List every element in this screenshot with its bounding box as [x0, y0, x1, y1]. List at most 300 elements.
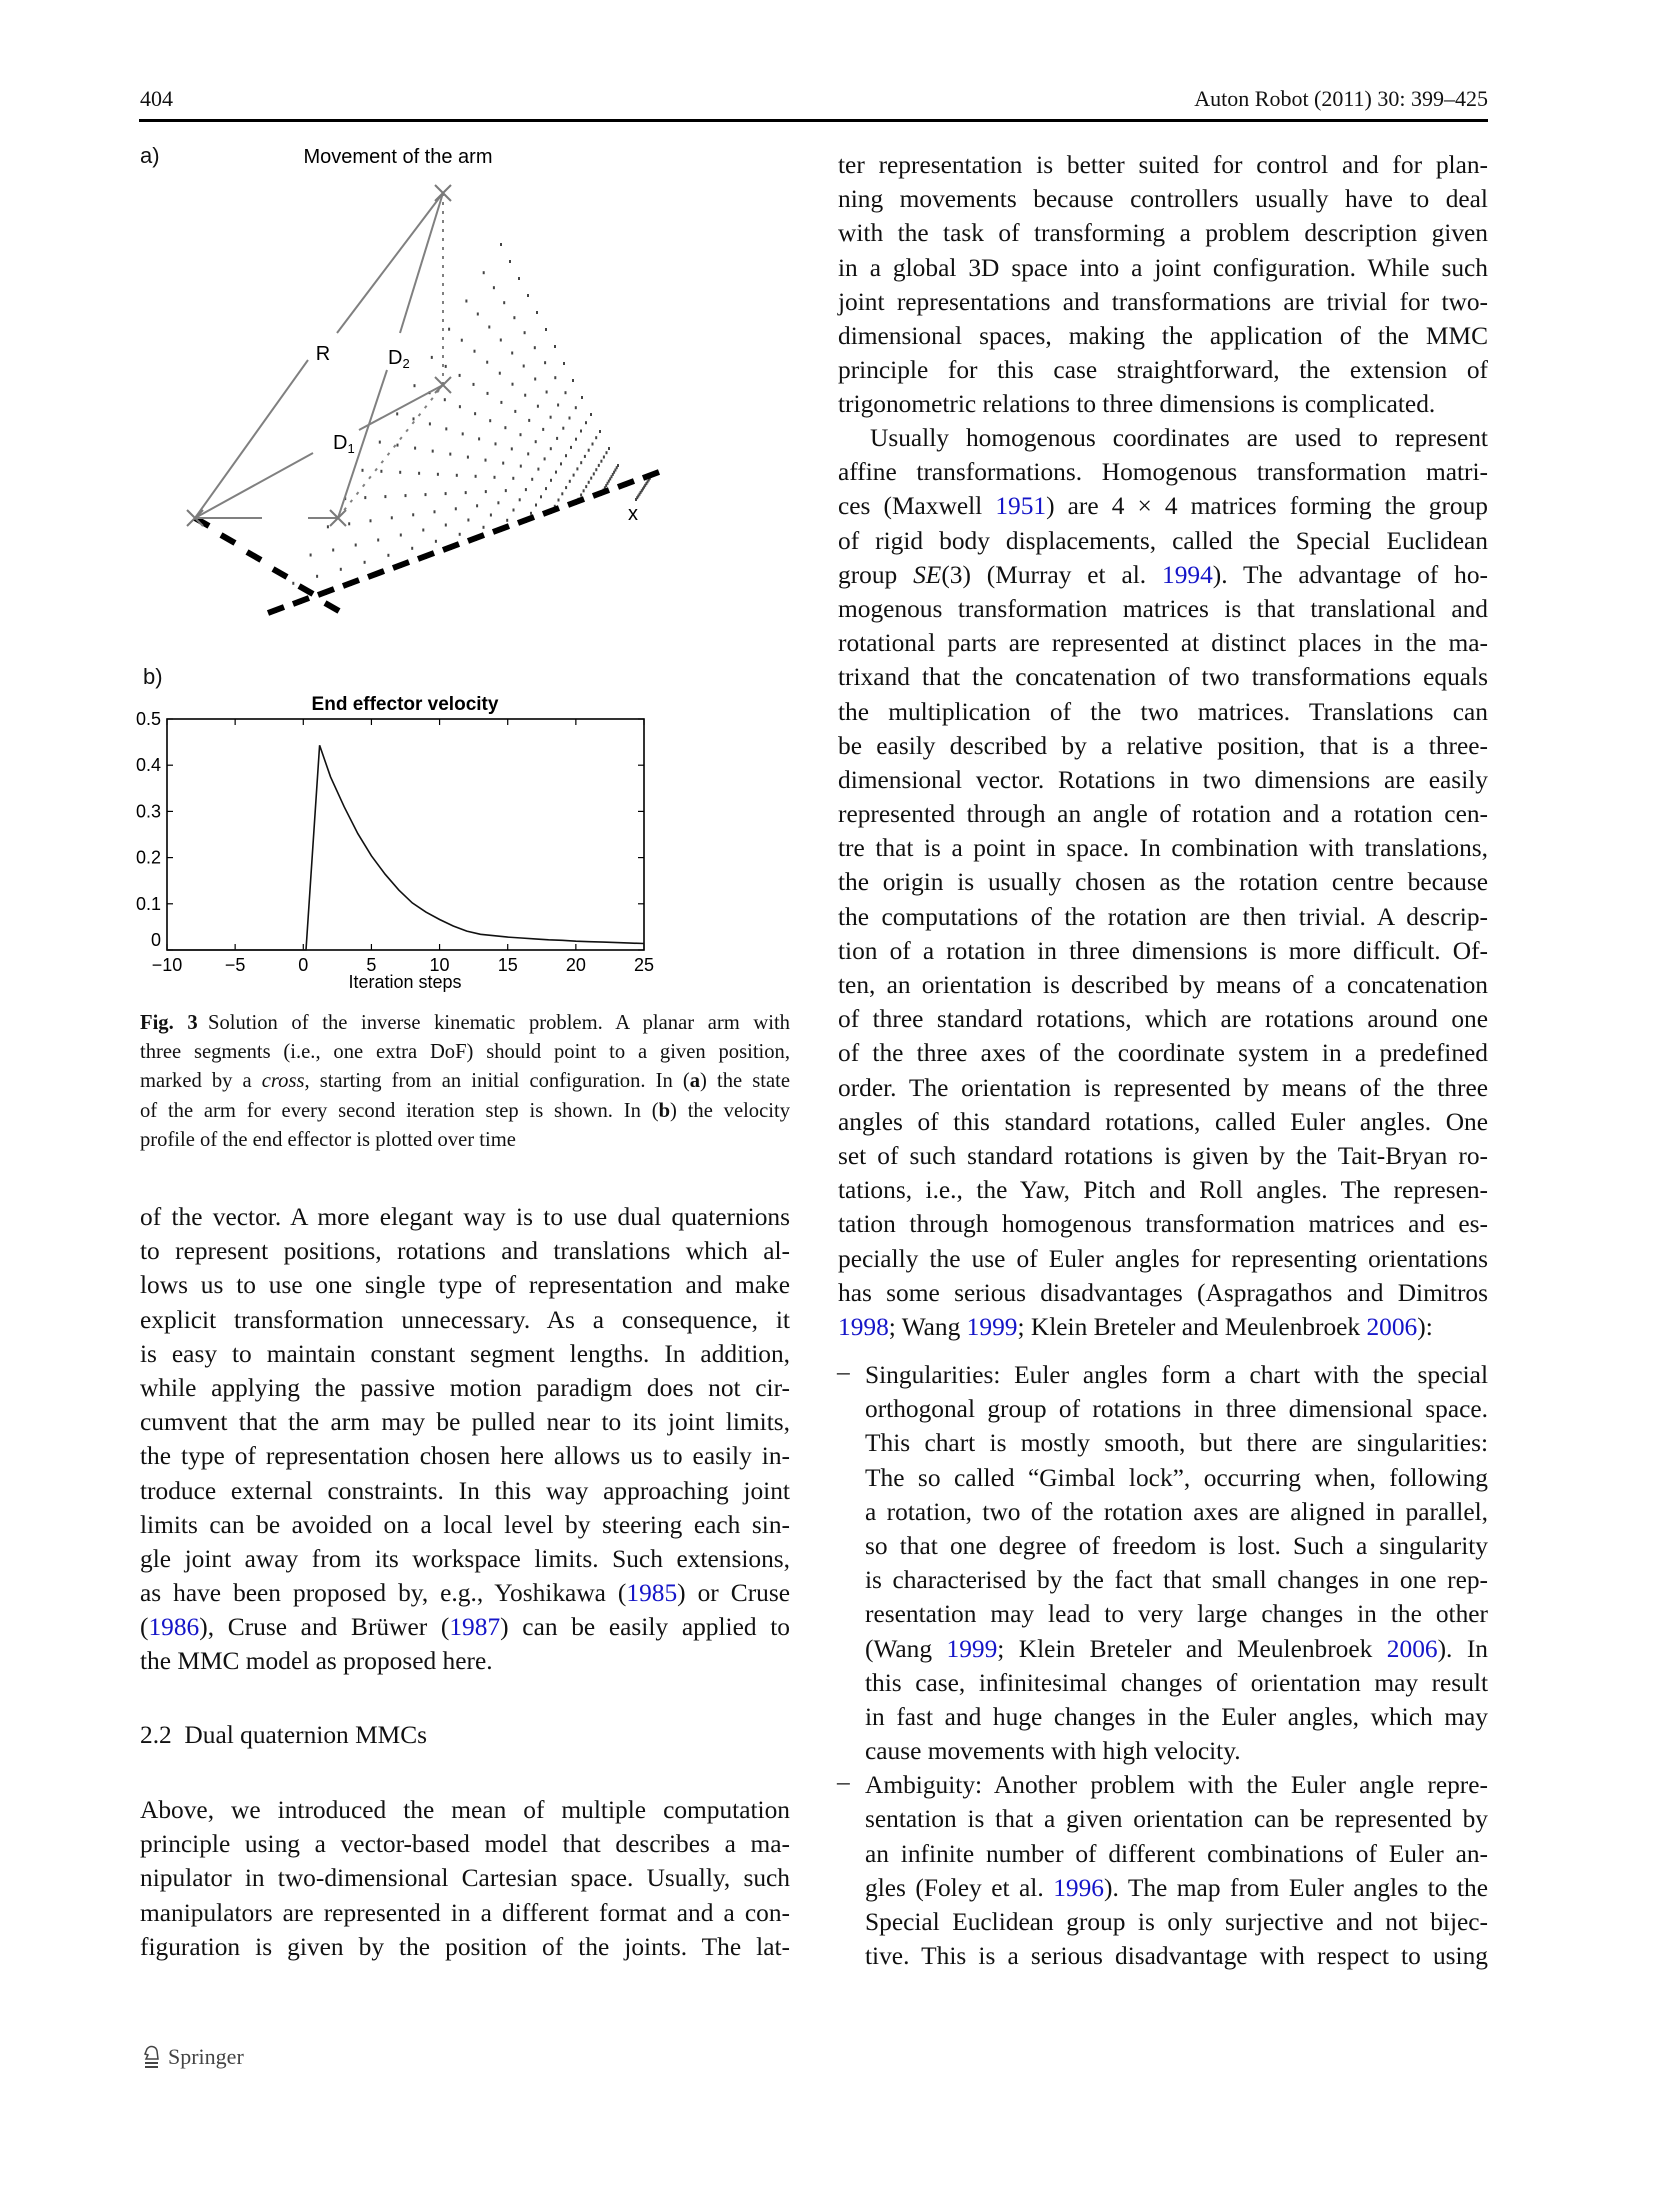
text-line [838, 148, 1488, 182]
citation-link[interactable]: 1996 [1053, 1873, 1104, 1902]
text-line [140, 1009, 790, 1038]
trajectory-dot [575, 406, 577, 409]
text-run: as have been proposed by, e.g., Yoshikawa ( [140, 1579, 627, 1608]
text-run: ; Wang [888, 1312, 967, 1341]
text-line [838, 1207, 1488, 1241]
text-run: the multiplication of the two matrices. Translations can [838, 697, 1488, 726]
text-run: Special Euclidean group is only surjective and not bijec- [865, 1908, 1488, 1936]
trajectory-dot [514, 410, 516, 413]
trajectory-dot [400, 534, 402, 537]
arm-base-segment [443, 544, 459, 550]
text-run: ; Klein Breteler and Meulenbroek [1017, 1312, 1367, 1341]
text-run: ter representation is better suited for control and for plan- [838, 151, 1488, 179]
arm-base-segment [593, 490, 609, 496]
text-line [140, 1038, 790, 1067]
italic-text: cross [261, 1070, 305, 1093]
text-line [865, 1802, 1488, 1836]
trajectory-dot [459, 405, 461, 408]
text-run: explicit transformation unnecessary. As a consequence, it [140, 1305, 790, 1334]
text-line [838, 489, 1488, 523]
trajectory-dot [340, 568, 342, 571]
trajectory-dot [490, 514, 492, 517]
trajectory-dot [483, 271, 485, 274]
axis-tick-labels [136, 709, 654, 975]
trajectory-dot [362, 469, 364, 472]
trajectory-dot [364, 496, 366, 499]
text-line [865, 1563, 1488, 1597]
text-line [838, 1036, 1488, 1070]
trajectory-dot [397, 444, 399, 447]
trajectory-dot [449, 453, 451, 456]
trajectory-dot [512, 383, 514, 386]
text-line [140, 1610, 790, 1644]
trajectory-dot [544, 361, 546, 364]
text-run: gle joint away from its workspace limits. Such extensions, [140, 1544, 790, 1573]
vector-R-upper [337, 193, 443, 333]
y-tick-label: 0.1 [135, 893, 161, 914]
text-run: resentation may lead to very large changes in the other [865, 1600, 1488, 1629]
text-line [140, 1303, 790, 1337]
text-line [140, 1067, 790, 1096]
text-run: a rotation, two of the rotation axes are aligned in parallel, [865, 1497, 1488, 1526]
citation-link[interactable]: 1951 [995, 492, 1047, 521]
text-run: joint representations and transformations are trivial for two- [838, 287, 1488, 316]
trajectory-dot [475, 475, 477, 478]
text-run: affine transformations. Homogenous transformation matri- [838, 458, 1488, 487]
text-run: set of such standard rotations is given by the Tait-Bryan ro- [838, 1141, 1488, 1170]
x-tick-label: 10 [429, 955, 450, 975]
trajectory-dot [465, 491, 467, 494]
y-tick-label: 0.4 [135, 755, 161, 776]
text-line [865, 1597, 1488, 1631]
text-run: tations, i.e., the Yaw, Pitch and Roll angles. The represen- [838, 1176, 1488, 1205]
trajectory-dot [506, 519, 508, 522]
trajectory-dot [535, 440, 537, 443]
text-line [140, 1542, 790, 1576]
text-run: group [838, 560, 914, 589]
x-tick-label: 15 [497, 955, 518, 975]
trajectory-dot [444, 398, 446, 401]
header-rule [139, 119, 1488, 122]
text-run: ten, an orientation is described by means of a concatenation [838, 971, 1488, 999]
trajectory-dot [473, 383, 475, 386]
trajectory-dot [518, 277, 520, 280]
trajectory-dot [399, 471, 401, 474]
trajectory-dot [513, 509, 515, 512]
trajectory-dot [459, 533, 461, 536]
label-R: R [315, 343, 331, 365]
trajectory-dot [364, 561, 366, 564]
trajectory-dot [528, 419, 530, 422]
trajectory-dot [558, 499, 560, 502]
text-run: cause movements with high velocity. [865, 1737, 1241, 1766]
text-line [838, 421, 1488, 455]
text-run: (3) (Murray et al. [941, 560, 1162, 589]
citation-link[interactable]: 1985 [626, 1579, 678, 1608]
text-line [838, 387, 1488, 421]
text-line [838, 968, 1488, 1002]
figure-caption [140, 1009, 790, 1155]
trajectory-dot [534, 346, 536, 349]
plot-frame [167, 719, 644, 950]
text-line [865, 1871, 1488, 1905]
trajectory-dot [292, 582, 294, 585]
text-line [838, 353, 1488, 387]
trajectory-dot [550, 447, 552, 450]
text-run: ces (Maxwell [838, 492, 996, 521]
text-line [865, 1529, 1488, 1563]
trajectory-dot [494, 476, 496, 479]
trajectory-dot [486, 361, 488, 364]
publisher-name: Springer [168, 2044, 244, 2069]
trajectory-dot [530, 512, 532, 515]
trajectory-dot [478, 437, 480, 440]
trajectory-dot [595, 436, 597, 439]
text-line [140, 1234, 790, 1268]
text-run: ) can be easily applied to [500, 1613, 790, 1642]
trajectory-dot [535, 504, 537, 507]
trajectory-dot [384, 495, 386, 498]
trajectory-dot [500, 243, 502, 246]
text-line [838, 797, 1488, 831]
arm-base-segment [343, 580, 359, 586]
text-run: profile of the end effector is plotted over time [140, 1128, 516, 1151]
text-run: Singularities: Euler angles form a chart with the special [865, 1361, 1488, 1389]
text-line [838, 319, 1488, 353]
text-run: of the three axes of the coordinate system in a predefined [838, 1039, 1488, 1068]
citation-link[interactable]: 1987 [449, 1613, 501, 1642]
text-line [865, 1939, 1488, 1973]
text-run: angles of this standard rotations, called Euler angles. One [838, 1107, 1488, 1136]
citation-link[interactable]: 1994 [1162, 560, 1213, 589]
text-run: lows us to use one single type of representation and make [140, 1271, 790, 1300]
trajectory-dot [512, 477, 514, 480]
arm-base-segment [318, 589, 334, 595]
italic-text: SE [913, 560, 942, 589]
trajectory-dot [546, 391, 548, 394]
text-run: the computations of the rotation are then trivial. A descrip- [838, 902, 1488, 931]
text-run: , starting from an initial configuration. In ( [304, 1070, 690, 1093]
trajectory-dot [531, 478, 533, 481]
citation-link[interactable]: 1999 [946, 1634, 998, 1663]
trajectory-dot [379, 441, 381, 444]
text-run: tive. This is a serious disadvantage with respect to using [865, 1942, 1488, 1971]
trajectory-dot [462, 432, 464, 435]
velocity-chart [120, 680, 800, 1000]
text-run: with the task of transforming a problem description given [838, 219, 1488, 248]
trajectory-dot [540, 495, 542, 498]
arm-base-segment [568, 499, 584, 505]
disadvantages-list [838, 1358, 1488, 1973]
trajectory-dot [545, 328, 547, 331]
trajectory-dot [523, 365, 525, 368]
arm-base-segment [468, 535, 484, 541]
text-run: Above, we introduced the mean of multiple computation [140, 1796, 790, 1824]
trajectory-dot [391, 516, 393, 519]
text-line [838, 1173, 1488, 1207]
journal-reference: Auton Robot (2011) 30: 399–425 [1194, 86, 1488, 111]
list-dash: – [837, 1358, 850, 1386]
trajectory-dot [445, 427, 447, 430]
arm-movement-diagram [130, 140, 790, 640]
text-line [140, 1793, 790, 1827]
trajectory-dot [411, 547, 413, 550]
text-run: the MMC model as proposed here. [140, 1647, 493, 1676]
trajectory-dot [576, 467, 578, 470]
list-item [838, 1358, 1488, 1768]
vector-D1-lower [195, 453, 313, 518]
trajectory-dot [595, 468, 597, 471]
trajectory-dot [414, 447, 416, 450]
text-run: ning movements because controllers usually have to deal [838, 185, 1488, 214]
target-cross-icon [435, 185, 451, 201]
text-run: principle for this case straightforward, the extension of [838, 356, 1488, 385]
text-line [838, 934, 1488, 968]
trajectory-dot [617, 464, 619, 467]
text-run: ) the velocity [670, 1099, 790, 1122]
text-line [865, 1837, 1488, 1871]
list-dash: – [837, 1768, 850, 1797]
text-run: trixand that the concatenation of two transformations equals [838, 663, 1488, 692]
text-line [838, 626, 1488, 660]
text-line [838, 695, 1488, 729]
trajectory-dot [488, 326, 490, 329]
text-line [140, 1930, 790, 1964]
trajectory-dot [590, 413, 592, 416]
arm-base-segment [643, 472, 659, 478]
text-run: an infinite number of different combinations of Euler an- [865, 1839, 1488, 1868]
text-run: ). The map from Euler angles to the [1103, 1873, 1488, 1902]
trajectory-dot [527, 294, 529, 297]
trajectory-dot [554, 376, 556, 379]
trajectory-dot [513, 316, 515, 319]
citation-link[interactable]: 2006 [1366, 1312, 1418, 1341]
text-run: dimensional spaces, making the application of the MMC [838, 321, 1488, 350]
trajectory-dot [467, 519, 469, 522]
trajectory-dot [465, 300, 467, 303]
arm-base-segment [273, 569, 287, 577]
trajectory-dot [380, 470, 382, 473]
trajectory-dot [456, 474, 458, 477]
trajectory-dot [569, 480, 571, 483]
text-run: is characterised by the fact that small changes in one rep- [865, 1566, 1488, 1595]
text-run: so that one degree of freedom is lost. Such a singularity [865, 1531, 1488, 1560]
trajectory-dot [569, 417, 571, 420]
trajectory-dot [575, 438, 577, 441]
trajectory-dot [600, 460, 602, 463]
text-line [838, 1071, 1488, 1105]
trajectory-dot [635, 498, 637, 501]
text-run: Solution of the inverse kinematic problem. A planar arm with [197, 1012, 790, 1034]
x-tick-label: 5 [366, 955, 377, 975]
text-line [140, 1337, 790, 1371]
trajectory-dot [511, 447, 513, 450]
y-tick-label: 0.3 [135, 801, 161, 822]
text-line [838, 1310, 1488, 1344]
text-line [865, 1495, 1488, 1529]
arm-base-segment [247, 552, 261, 560]
trajectory-dot [562, 427, 564, 430]
text-run: mogenous transformation matrices is that translational and [838, 594, 1488, 623]
citation-link[interactable]: 1999 [966, 1312, 1018, 1341]
text-line [140, 1371, 790, 1405]
trajectory-dot [370, 519, 372, 522]
text-run: of three standard rotations, which are rotations around one [838, 1005, 1488, 1034]
trajectory-dot [520, 433, 522, 436]
trajectory-dot [348, 522, 350, 525]
trajectory-dot [524, 331, 526, 334]
trajectory-dot [461, 339, 463, 342]
arm-base-segment [518, 517, 534, 523]
text-line [838, 285, 1488, 319]
text-run: order. The orientation is represented by means of the three [838, 1073, 1488, 1102]
trajectory-dot [524, 394, 526, 397]
text-line [865, 1700, 1488, 1734]
citation-link[interactable]: 2006 [1386, 1634, 1438, 1663]
text-line [865, 1392, 1488, 1426]
panel-a-label: a) [140, 143, 160, 168]
text-line [838, 1105, 1488, 1139]
trajectory-dot [485, 490, 487, 493]
x-axis-title: Iteration steps [348, 972, 462, 992]
trajectory-dot [422, 529, 424, 532]
citation-link[interactable]: 1998 [838, 1312, 889, 1341]
trajectory-dot [603, 456, 605, 459]
trajectory-dot [527, 452, 529, 455]
trajectory-dot [585, 421, 587, 424]
text-line [140, 1827, 790, 1861]
arm-trajectory-dots [195, 243, 659, 613]
trajectory-dot [431, 356, 433, 359]
trajectory-dot [429, 422, 431, 425]
trajectory-dot [570, 446, 572, 449]
left-paragraph-1 [140, 1200, 790, 1679]
text-run: manipulators are represented in a different format and a con- [140, 1898, 790, 1927]
text-line [140, 1474, 790, 1508]
x-tick-label: 25 [633, 955, 655, 975]
trajectory-dot [557, 404, 559, 407]
text-run: principle using a vector-based model that describes a ma- [140, 1830, 790, 1859]
text-line [838, 455, 1488, 489]
trajectory-dot [608, 447, 610, 450]
text-run: represented through an angle of rotation and a rotation cen- [838, 800, 1488, 829]
text-line [838, 1002, 1488, 1036]
trajectory-dot [467, 456, 469, 459]
trajectory-dot [474, 350, 476, 353]
arm-base-segment [299, 586, 313, 594]
trajectory-dot [405, 494, 407, 497]
trajectory-dot [414, 384, 416, 387]
trajectory-dot [434, 510, 436, 513]
axis-ticks [167, 719, 644, 950]
text-line [838, 592, 1488, 626]
text-line [838, 900, 1488, 934]
text-run: Usually homogenous coordinates are used to represent [870, 424, 1488, 452]
text-line [140, 1405, 790, 1439]
right-paragraph-1 [838, 148, 1488, 422]
label-D1: $D_1$ [333, 432, 355, 456]
text-line [838, 524, 1488, 558]
text-run: is easy to maintain constant segment lengths. In addition, [140, 1339, 790, 1368]
arm-base-segment [325, 603, 339, 611]
text-run: ), Cruse and Brüwer ( [199, 1613, 450, 1642]
text-line [140, 1126, 790, 1155]
trajectory-dot [355, 544, 357, 547]
text-line [140, 1508, 790, 1542]
trajectory-dot [573, 474, 575, 477]
bold-text: a [689, 1070, 701, 1093]
text-line [865, 1461, 1488, 1495]
trajectory-dot [455, 507, 457, 510]
text-run: trigonometric relations to three dimensions is complicated. [838, 390, 1436, 419]
series-line-velocity [167, 745, 644, 950]
text-run: tation through homogenous transformation matrices and es- [838, 1210, 1488, 1239]
trajectory-dot [387, 554, 389, 557]
text-run: ( [140, 1613, 149, 1642]
trajectory-dot [511, 352, 513, 355]
text-line [865, 1358, 1488, 1392]
trajectory-dot [583, 489, 585, 492]
trajectory-dot [556, 437, 558, 440]
trajectory-dot [487, 392, 489, 395]
text-line [140, 1439, 790, 1473]
citation-link[interactable]: 1986 [148, 1613, 200, 1642]
text-run: orthogonal group of rotations in three dimensional space. [865, 1395, 1488, 1424]
arm-base-segment [393, 562, 409, 568]
trajectory-dot [534, 378, 536, 381]
trajectory-dot [525, 488, 527, 491]
trajectory-dot [474, 412, 476, 415]
trajectory-dot [504, 426, 506, 429]
publisher-logo [142, 2044, 244, 2070]
panel-b-label: b) [143, 664, 163, 689]
text-line [865, 1666, 1488, 1700]
trajectory-dot [565, 454, 567, 457]
trajectory-dot [554, 345, 556, 348]
text-line [838, 729, 1488, 763]
y-tick-label: 0.5 [135, 709, 161, 729]
text-run: troduce external constraints. In this way approaching joint [140, 1476, 790, 1505]
arm-base-segment [493, 526, 509, 532]
text-line [838, 831, 1488, 865]
arm-base-segment [293, 598, 309, 604]
text-run: cumvent that the arm may be pulled near to its joint limits, [140, 1408, 790, 1437]
text-run: of the vector. A more elegant way is to use dual quaternions [140, 1203, 790, 1231]
trajectory-dot [598, 464, 600, 467]
text-run: rotational parts are represented at distinct places in the ma- [838, 629, 1488, 658]
text-run: has some serious disadvantages (Aspragathos and Dimitros [838, 1278, 1488, 1307]
text-line [140, 1268, 790, 1302]
trajectory-dot [327, 525, 329, 528]
label-D2: $D_2$ [388, 347, 410, 371]
trajectory-dot [537, 405, 539, 408]
trajectory-dot [585, 485, 587, 488]
trajectory-dot [459, 374, 461, 377]
text-run: dimensional vector. Rotations in two dimensions are easily [838, 765, 1488, 794]
x-tick-label: 20 [565, 955, 586, 975]
text-line [838, 660, 1488, 694]
x-tick-label: 0 [298, 955, 309, 975]
trajectory-dot [412, 513, 414, 516]
trajectory-dot [432, 450, 434, 453]
trajectory-dot [572, 379, 574, 382]
x-tick-label: −10 [151, 955, 183, 975]
text-run: in a global 3D space into a joint configuration. While such [838, 253, 1488, 282]
text-line [865, 1632, 1488, 1666]
trajectory-dot [489, 419, 491, 422]
text-run: This chart is mostly smooth, but there are singularities: [865, 1429, 1488, 1458]
text-line [140, 1644, 790, 1678]
